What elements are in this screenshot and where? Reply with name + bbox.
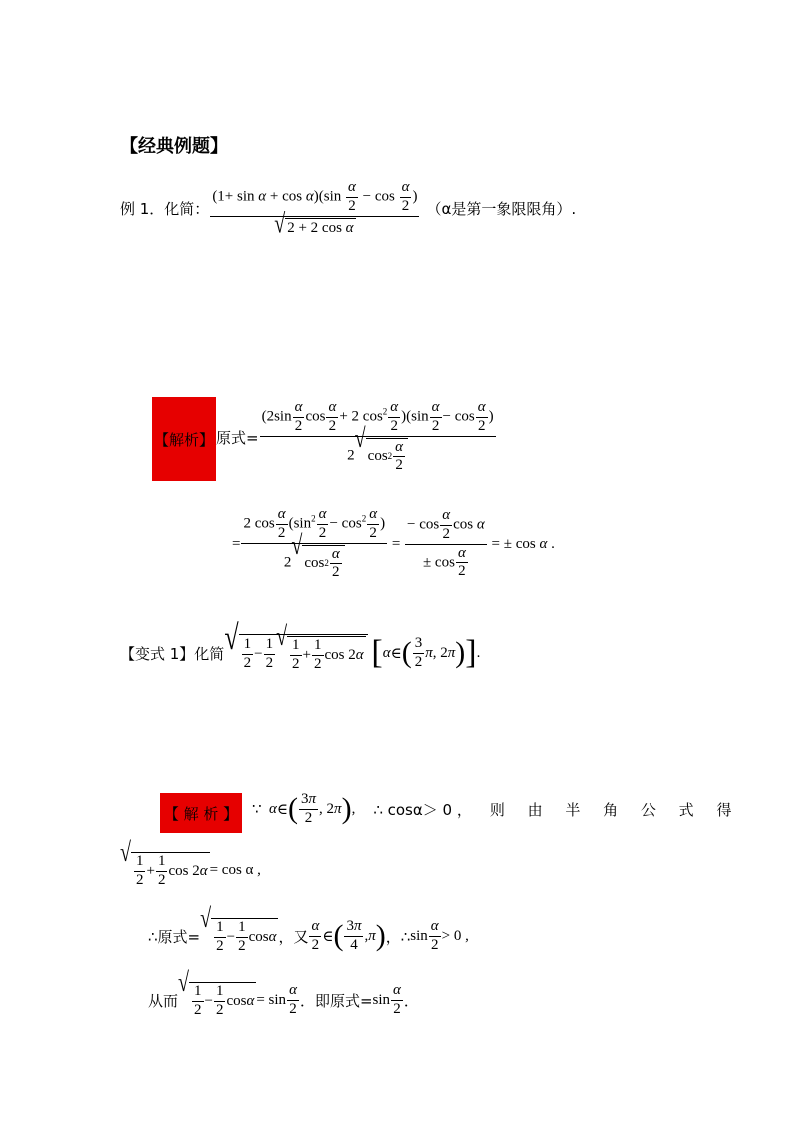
example-1-condition: （α是第一象限限角）. bbox=[426, 200, 577, 219]
line-3-lead: ∴原式= bbox=[148, 927, 201, 946]
line-4-end: ． bbox=[403, 991, 419, 1010]
example-1-expression: (1+ sin α + cos α)(sin $\frac{\alpha}{2}$ − cos $\frac{\alpha}{2}$ ) √ 2 + 2 cos α bbox=[212, 179, 418, 239]
solution-2-line-2: √ $\frac{1}{2}$ + $\frac{1}{2}$ cos 2 α = cos α , bbox=[120, 837, 261, 888]
solution-2-line-4: 从而 √ $\frac{1}{2}$ − $\frac{1}{2}$ cos α = sin $\frac{\alpha}{2}$ ．即原式= sin $\frac{\alpha}{2}$ ． bbox=[148, 967, 419, 1018]
variant-1 bbox=[120, 617, 481, 673]
half-angle-text: 则 由 半 角 公 式 得 bbox=[489, 800, 741, 819]
example-1 bbox=[120, 180, 576, 238]
solution-2-line-1: ∵ α ∈ ( $\frac{3\pi}{2}$ , 2 π ) , ∴ cosα＞ 0 ， 则 由 半 角 公 式 得 bbox=[252, 791, 741, 826]
section-heading: 【经典例题】 bbox=[120, 136, 228, 157]
solution-2-tag: 【 解 析 】 bbox=[163, 804, 239, 823]
solution-2-tag-box bbox=[160, 793, 242, 833]
variant-1-label: 【变式 1】化简 bbox=[120, 644, 225, 663]
line-4-lead: 从而 bbox=[148, 991, 179, 1010]
example-1-label: 例 1．化简： bbox=[120, 200, 210, 219]
solution-1-tag: 【解析】 bbox=[153, 430, 214, 449]
line-3-mid: ，又 bbox=[278, 927, 309, 946]
solution-1-lead: 原式= bbox=[216, 428, 259, 447]
solution-1-line-1 bbox=[216, 400, 497, 474]
line-3-end: ，∴ bbox=[385, 927, 411, 946]
because-symbol: ∵ bbox=[252, 800, 262, 819]
solution-1-expr-1: (2sin $\frac{\alpha}{2}$ cos $\frac{\alpha}{2}$ + 2 $\cos^2$ $\frac{\alpha}{2}$ )(sin $\frac{\alpha}{2}$ − cos $\frac{\alpha}{2}$ ) 2 √ cos 2 $\frac{\alpha}{2}$ bbox=[261, 399, 494, 474]
variant-1-expression: √ $\frac{1}{2}$ − $\frac{1}{2}$ √ $\frac{1}{2}$ + $\frac{1}{2}$ cos 2 α [ α ∈ ( $\frac{3}{2}$ π , 2 π ) ] . bbox=[224, 617, 481, 672]
line-4-mid: ．即原式= bbox=[299, 991, 373, 1010]
solution-1-line-2: = 2 cos $\frac{\alpha}{2}$ ($\sin^2$ $\frac{\alpha}{2}$ − $\cos^2$ $\frac{\alpha}{2}$ ) 2 √ cos 2 $\frac{\alpha}{2}$ = − cos $\frac{\alpha}{2}$ cos α ± cos $\frac{\alpha}{2}$ = ± cos α . bbox=[232, 506, 555, 581]
therefore-clause: ∴ cosα＞ 0 ， bbox=[373, 800, 472, 819]
solution-2-line-3: ∴原式= √ $\frac{1}{2}$ − $\frac{1}{2}$ cos α ，又 $\frac{\alpha}{2}$ ∈ ( $\frac{3\pi}{4}$ , π ) ，∴ sin $\frac{\alpha}{2}$ > 0 , bbox=[148, 903, 469, 954]
solution-1-tag-box bbox=[152, 397, 216, 481]
line-2-end: = cos α , bbox=[209, 861, 261, 878]
